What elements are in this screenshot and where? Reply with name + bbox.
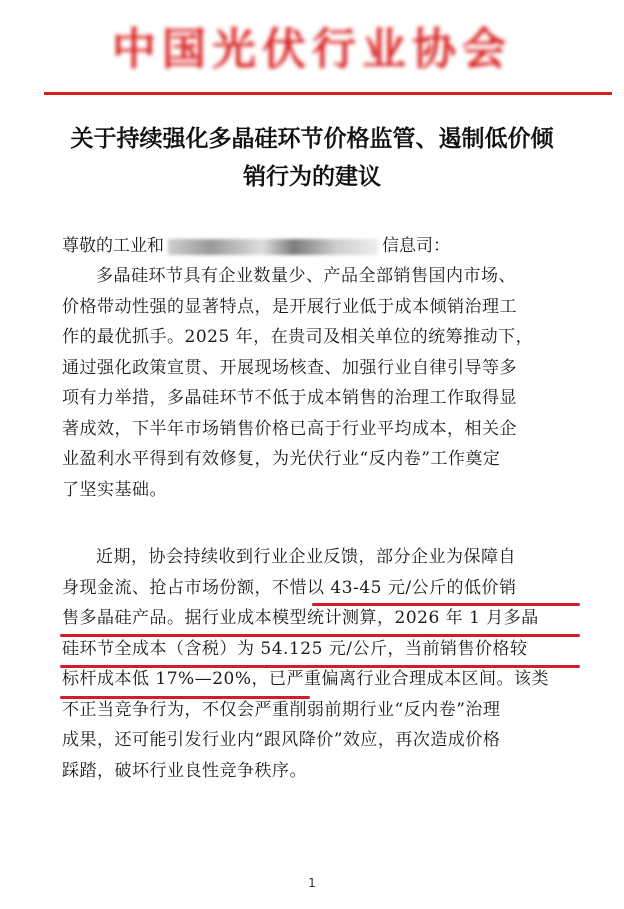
red-highlight-underline bbox=[60, 634, 580, 637]
paragraph-2-line: 售多晶硅产品。据行业成本模型统计测算，2026 年 1 月多晶 bbox=[62, 608, 539, 628]
paragraph-2-line: 身现金流、抢占市场份额，不惜以 43-45 元/公斤的低价销 bbox=[62, 577, 517, 598]
document-title bbox=[60, 120, 564, 196]
redacted-block bbox=[168, 239, 378, 255]
salutation-prefix: 尊敬的工业和 bbox=[62, 236, 164, 256]
red-highlight-underline bbox=[312, 603, 580, 606]
paragraph-2-line: 不正当竞争行为，不仅会严重削弱前期行业“反内卷”治理 bbox=[62, 699, 501, 720]
paragraph-1-line: 业盈利水平得到有效修复，为光伏行业“反内卷”工作奠定 bbox=[62, 449, 501, 469]
page-number: 1 bbox=[308, 876, 316, 890]
letterhead-org-name: 中国光伏行业协会 bbox=[112, 24, 512, 75]
paragraph-2-line: 标杆成本低 17%—20%，已严重偏离行业合理成本区间。该类 bbox=[62, 669, 549, 689]
salutation-suffix: 信息司： bbox=[382, 236, 450, 256]
paragraph-1-line: 作的最优抓手。2025 年，在贵司及相关单位的统筹推动下， bbox=[62, 327, 534, 347]
paragraph-1-line: 著成效，下半年市场销售价格已高于行业平均成本，相关企 bbox=[62, 418, 517, 439]
paragraph-2 bbox=[62, 542, 584, 786]
paragraph-1-line: 多晶硅环节具有企业数量少、产品全部销售国内市场、 bbox=[96, 266, 516, 286]
paragraph-1-line: 项有力举措，多晶硅环节不低于成本销售的治理工作取得显 bbox=[62, 388, 517, 408]
red-highlight-underline bbox=[60, 665, 580, 668]
letterhead-red-rule bbox=[44, 92, 612, 95]
title-line-2: 销行为的建议 bbox=[243, 164, 381, 190]
paragraph-1-line: 通过强化政策宣贯、开展现场核查、加强行业自律引导等多 bbox=[62, 357, 517, 378]
paragraph-2-line: 成果，还可能引发行业内“跟风降价”效应，再次造成价格 bbox=[62, 730, 501, 750]
red-highlight-underline bbox=[60, 696, 310, 699]
paragraph-1-line: 价格带动性强的显著特点，是开展行业低于成本倾销治理工 bbox=[62, 296, 517, 317]
salutation bbox=[62, 232, 582, 260]
paragraph-2-line: 硅环节全成本（含税）为 54.125 元/公斤，当前销售价格较 bbox=[62, 638, 528, 659]
paragraph-1-line: 了坚实基础。 bbox=[62, 479, 167, 500]
letterhead bbox=[0, 22, 624, 78]
paragraph-1 bbox=[62, 261, 584, 505]
title-line-1: 关于持续强化多晶硅环节价格监管、遏制低价倾 bbox=[70, 126, 554, 152]
paragraph-2-line: 踩踏，破坏行业良性竞争秩序。 bbox=[62, 760, 307, 781]
paragraph-2-line: 近期，协会持续收到行业企业反馈，部分企业为保障自 bbox=[96, 547, 516, 567]
